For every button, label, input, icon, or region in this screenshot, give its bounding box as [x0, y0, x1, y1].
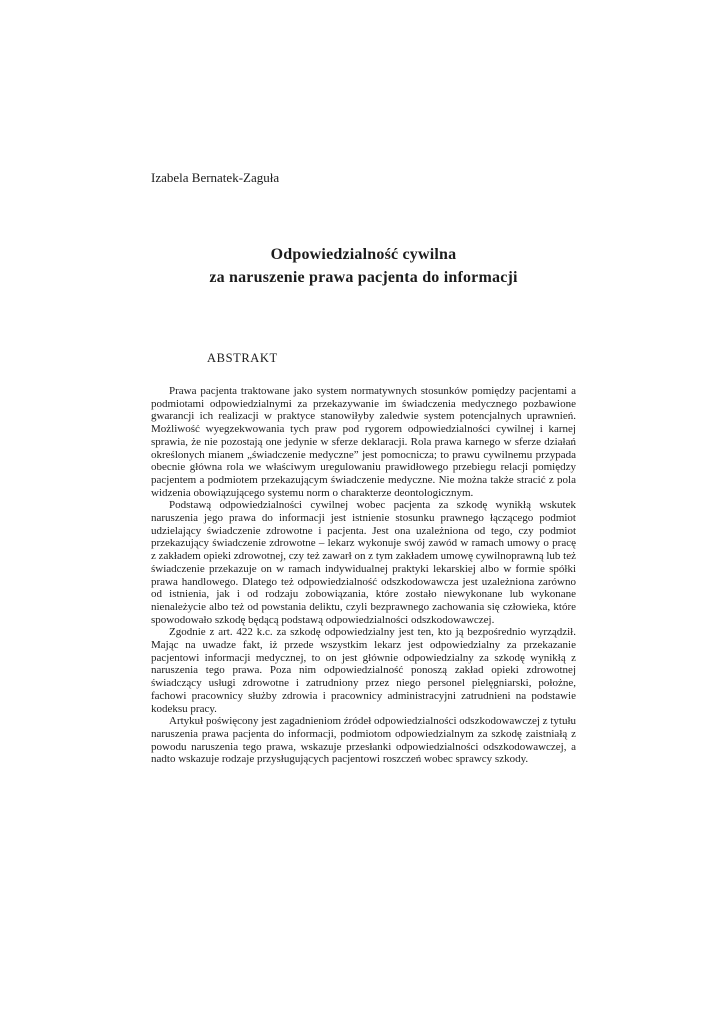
page-content [151, 170, 576, 766]
abstract-paragraph: Prawa pacjenta traktowane jako system normatywnych stosunków pomiędzy pacjentami a podmiotami odpowiedzialnymi za przekazywanie im świadczenia medycznego pozbawione gwarancji ich realizacji w praktyce stanowiłyby zaledwie system potencjalnych uprawnień. Możliwość wyegzekwowania tych praw pod rygorem odpowiedzialności cywilnej i karnej sprawia, że nie pozostają one jedynie w sferze deklaracji. Rola prawa karnego w sferze działań określonych mianem „świadczenie medyczne” jest pomocnicza; to prawu cywilnemu przypada obecnie główna rola we właściwym uregulowaniu prawidłowego przebiegu relacji pomiędzy pacjentem a podmiotem przekazującym świadczenie medyczne. Nie można także stracić z pola widzenia obowiązującego systemu norm o charakterze deontologicznym. [151, 385, 576, 499]
author-name: Izabela Bernatek-Zaguła [151, 170, 280, 185]
title-line-2: za naruszenie prawa pacjenta do informacji [209, 269, 518, 286]
abstract-paragraph: Podstawą odpowiedzialności cywilnej wobec pacjenta za szkodę wynikłą wskutek naruszenia jego prawa do informacji jest istnienie stosunku prawnego łączącego podmiot udzielający świadczenie zdrowotne i pacjenta. Jest ona uzależniona od tego, czy podmiot przekazujący świadczenie zdrowotne – lekarz wykonuje swój zawód w ramach umowy o pracę z zakładem opieki zdrowotnej, czy też zawarł on z tym zakładem umowę cywilnoprawną lub też świadczenie przekazuje on w ramach indywidualnej praktyki lekarskiej albo w formie spółki prawa handlowego. Dlatego też odpowiedzialność odszkodowawcza jest uzależniona zarówno od istnienia, jak i od rodzaju zobowiązania, które zostało niewykonane lub wykonane nienależycie albo też od powstania deliktu, czyli bezprawnego zachowania się człowieka, które spowodowało szkodę będącą podstawą odpowiedzialności odszkodowawczej. [151, 499, 576, 626]
abstract-body [151, 385, 576, 766]
title-line-1: Odpowiedzialność cywilna [270, 246, 457, 263]
abstract-paragraph: Zgodnie z art. 422 k.c. za szkodę odpowiedzialny jest ten, kto ją bezpośrednio wyrządził. Mając na uwadze fakt, iż przede wszystkim lekarz jest odpowiedzialny za przekazanie pacjentowi informacji medycznej, to on jest głównie odpowiedzialny za szkodę wynikłą z naruszenia tego prawa. Poza nim odpowiedzialność ponoszą zakład opieki zdrowotnej świadczący usługi zdrowotne i zatrudniony przez niego personel pielęgniarski, położne, fachowi pracownicy służby zdrowia i pracownicy administracyjni zatrudnieni na podstawie kodeksu pracy. [151, 626, 576, 715]
abstract-paragraph: Artykuł poświęcony jest zagadnieniom źródeł odpowiedzialności odszkodowawczej z tytułu naruszenia prawa pacjenta do informacji, podmiotom odpowiedzialnym za szkodę zaistniałą z powodu naruszenia tego prawa, wskazuje przesłanki odpowiedzialności odszkodowawczej, a nadto wskazuje rodzaje przysługujących pacjentowi roszczeń wobec sprawcy szkody. [151, 715, 576, 766]
abstract-heading: ABSTRAKT [207, 351, 278, 365]
page-title [151, 243, 576, 289]
